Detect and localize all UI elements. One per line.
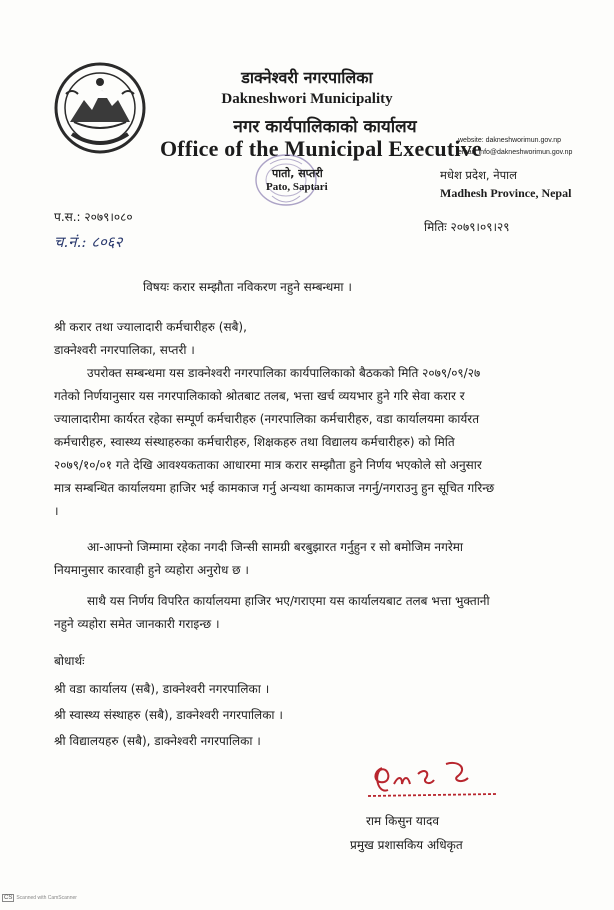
para3-line-2: नहुने व्यहोरा समेत जानकारी गराइन्छ । [54, 617, 220, 631]
signatory-title: प्रमुख प्रशासकिय अधिकृत [350, 838, 463, 852]
cc-item-2: श्री स्वास्थ्य संस्थाहरु (सबै), डाक्नेश्वरी नगरपालिका । [54, 708, 283, 722]
para2-line-1: आ-आफ्नो जिम्मामा रहेका नगदी जिन्सी सामग्री बरबुझारत गर्नुहुन र सो बमोजिम नगरेमा [87, 540, 464, 554]
camscanner-icon: CS [4, 895, 13, 901]
province-ne: मधेश प्रदेश, नेपाल [440, 168, 517, 182]
reference-number: प.स.: २०७९।०८० [54, 210, 133, 224]
para1-line-3: ज्यालादारीमा कार्यरत रहेका सम्पूर्ण कर्मचारीहरु (नगरपालिका कर्मचारीहरु, वडा कार्यालयमा कार्यरत [54, 412, 480, 426]
cc-label: बोधार्थः [54, 654, 85, 668]
letter-date: मितिः २०७९।०९।२९ [424, 220, 510, 234]
recipient-line-1: श्री करार तथा ज्यालादारी कर्मचारीहरु (सबै), [54, 320, 247, 334]
scanner-watermark [2, 894, 77, 902]
recipient-line-2: डाक्नेश्वरी नगरपालिका, सप्तरी । [54, 343, 195, 357]
office-name-en: Office of the Municipal Executive [160, 136, 482, 161]
signatory-name: राम किसुन यादव [366, 814, 440, 828]
para1-line-6: मात्र सम्बन्धित कार्यालयमा हाजिर भई कामकाज गर्नु अन्यथा कामकाज नगर्नु/नगराउनु हुन सूचित गरिन्छ [54, 481, 495, 495]
para1-line-7: । [54, 504, 59, 518]
subject-line: विषयः करार सम्झौता नविकरण नहुने सम्बन्धमा । [143, 280, 352, 294]
cc-item-3: श्री विद्यालयहरु (सबै), डाक्नेश्वरी नगरपालिका । [54, 734, 261, 748]
para1-line-1: उपरोक्त सम्बन्धमा यस डाक्नेश्वरी नगरपालिका कार्यपालिकाको बैठकको मिति २०७९/०९/२७ [87, 366, 481, 380]
dispatch-number [54, 232, 122, 252]
dispatch-number-value: च.नं.: ८०६२ [54, 233, 123, 251]
office-name-ne: नगर कार्यपालिकाको कार्यालय [233, 117, 417, 137]
municipality-name-en: Dakneshwori Municipality [221, 91, 393, 107]
email: email: info@dakneshworimun.gov.np [458, 149, 573, 156]
province-en: Madhesh Province, Nepal [440, 186, 572, 200]
para1-line-2: गतेको निर्णयानुसार यस नगरपालिकाको श्रोतबाट तलब, भत्ता खर्च व्ययभार हुने गरि सेवा करार र [54, 389, 465, 403]
district-en: Pato, Saptari [266, 181, 328, 193]
scanner-text: Scanned with CamScanner [16, 895, 77, 901]
municipality-name-ne: डाक्नेश्वरी नगरपालिका [241, 68, 373, 87]
cc-item-1: श्री वडा कार्यालय (सबै), डाक्नेश्वरी नगरपालिका । [54, 682, 270, 696]
para1-line-4: कर्मचारीहरु, स्वास्थ्य संस्थाहरुका कर्मचारीहरु, शिक्षकहरु तथा विद्यालय कर्मचारीहरु) को मिति [54, 435, 455, 449]
para1-line-5: २०७९/१०/०१ गते देखि आवश्यकताका आधारमा मात्र करार सम्झौता हुने निर्णय भएकोले सो अनुसार [54, 458, 482, 472]
para2-line-2: नियमानुसार कारवाही हुने व्यहोरा अनुरोध छ । [54, 563, 249, 577]
district-ne: पातो, सप्तरी [272, 167, 323, 180]
handwritten-signature-icon [360, 754, 500, 810]
para3-line-1: साथै यस निर्णय विपरित कार्यालयमा हाजिर भए/गराएमा यस कार्यालयबाट तलब भत्ता भुक्तानी [87, 594, 490, 608]
website: website: dakneshworimun.gov.np [458, 137, 561, 144]
